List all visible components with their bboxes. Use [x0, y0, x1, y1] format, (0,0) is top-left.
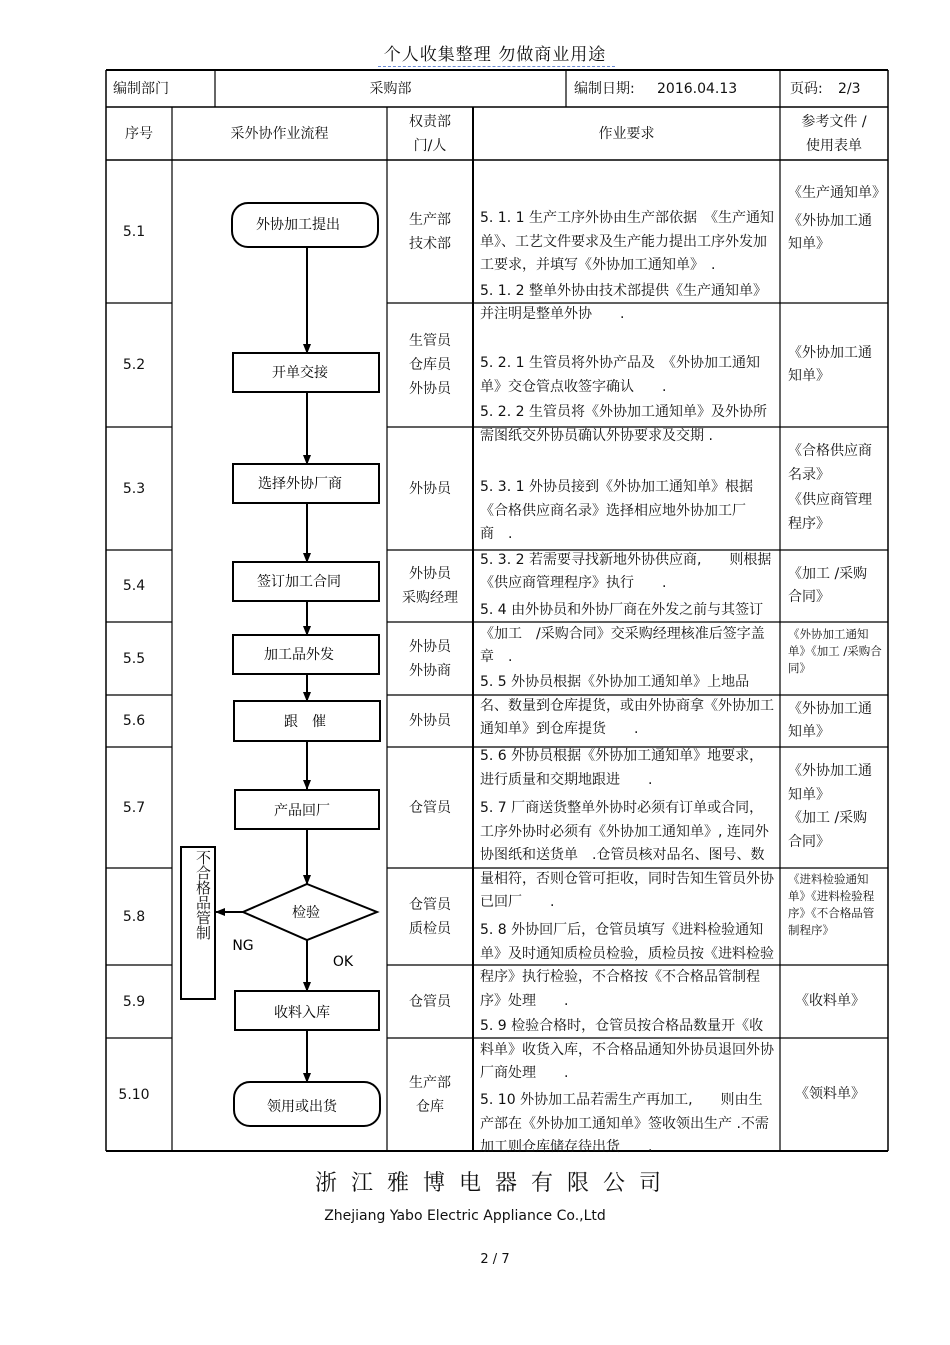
dept-value: 采购部 [369, 80, 412, 97]
row-resp: 仓管员 [409, 799, 451, 816]
row-resp: 外协员 [409, 713, 451, 729]
page-value: 2/3 [838, 80, 861, 97]
dept-label: 编制部门 [113, 80, 169, 97]
col-header-flow: 采外协作业流程 [230, 125, 329, 142]
row-requirement: 5. 9 检验合格时，仓管员按合格品数量开《收料单》收货入库，不合格品通知外协员退回外协厂商处理 . [480, 1018, 774, 1081]
row-reference: 《合格供应商名录》 《供应商管理程序》 [788, 443, 872, 532]
flow-step-label: 加工品外发 [264, 647, 334, 663]
row-no: 5.9 [122, 993, 146, 1010]
row-resp: 仓管员 [409, 993, 451, 1010]
company-name-en: Zhejiang Yabo Electric Appliance Co.,Ltd [324, 1208, 606, 1224]
row-resp: 生产部 仓库 [409, 1074, 451, 1115]
row-requirement: 5. 6 外协员根据《外协加工通知单》地要求，进行质量和交期地跟进 . [480, 748, 764, 788]
row-reference: 《加工 /采购合同》 [788, 565, 868, 605]
col-header-req: 作业要求 [598, 125, 655, 142]
row-no: 5.8 [122, 908, 146, 925]
row-requirement: 5. 5 外协员根据《外协加工通知单》上地品名、数量到仓库提货，或由外协商拿《外协加工通知单》到仓库提货 . [480, 674, 774, 737]
flow-after-label: 收料入库 [274, 1005, 330, 1021]
page-number: 2 / 7 [480, 1252, 510, 1267]
col-header-resp: 权责部 门/人 [409, 113, 451, 154]
flow-start-label: 外协加工提出 [256, 217, 340, 233]
flow-step-label: 跟 催 [284, 714, 326, 730]
row-resp: 外协员 采购经理 [402, 566, 458, 606]
row-no: 5.5 [122, 650, 146, 667]
row-resp: 生产部 技术部 [409, 211, 451, 252]
ok-label: OK [332, 954, 354, 970]
row-reference: 《收料单》 [795, 992, 865, 1009]
company-name-cn: 浙江雅博电器有限公司 [314, 1171, 675, 1196]
reject-box-label: 不合格品管制 [194, 850, 212, 940]
header-note: 个人收集整理 勿做商业用途 [383, 45, 607, 65]
date-value: 2016.04.13 [657, 80, 738, 97]
row-requirement: 5. 10 外协加工品若需生产再加工, 则由生产部在《外协加工通知单》签收领出生产 .不需加工则仓库储存待出货 . [480, 1092, 769, 1155]
row-reference: 《外协加工通知单》 [788, 344, 872, 384]
row-requirement: 5. 7 厂商送货整单外协时必须有订单或合同，工序外协时必须有《外协加工通知单》, 连同外协图纸和送货单 .仓管员核对品名、图号、数量相符，否则仓管可拒收，同时告知生管员外协已回厂 . [480, 800, 774, 910]
row-requirement: 5. 4 由外协员和外协厂商在外发之前与其签订《加工 /采购合同》交采购经理核准后签字盖章 . [480, 602, 765, 665]
col-header-ref: 参考文件 / 使用表单 [801, 113, 867, 154]
row-resp: 仓管员 质检员 [409, 896, 451, 937]
date-label: 编制日期: [574, 80, 635, 97]
row-no: 5.6 [122, 713, 146, 729]
row-no: 5.4 [122, 578, 146, 594]
col-header-no: 序号 [125, 125, 153, 142]
ng-label: NG [232, 938, 254, 954]
row-resp: 生管员 仓库员 外协员 [409, 333, 451, 397]
row-no: 5.7 [122, 799, 146, 816]
flow-step-label: 选择外协厂商 [258, 476, 342, 492]
flow-end-label: 领用或出货 [267, 1099, 337, 1115]
flow-step-label: 开单交接 [272, 365, 328, 381]
row-reference: 《外协加工通知单》 [788, 700, 872, 740]
page-label: 页码: [790, 80, 823, 97]
row-no: 5.2 [122, 357, 146, 373]
row-reference: 《进料检验通知单》《进料检验程序》《不合格品管制程序》 [788, 872, 875, 937]
row-requirement: 5. 8 外协回厂后，仓管员填写《进料检验通知单》及时通知质检员检验，质检员按《进料检验程序》执行检验，不合格按《不合格品管制程序》处理 . [480, 922, 774, 1009]
row-requirement: 5. 2. 1 生管员将外协产品及 《外协加工通知单》交仓管点收签字确认 . 5. 2. 2 生管员将《外协加工通知单》及外协所需图纸交外协员确认外协要求及交期 . [480, 355, 767, 444]
row-reference: 《领料单》 [795, 1085, 865, 1102]
row-reference: 《生产通知单》 《外协加工通知单》 [788, 185, 886, 252]
row-reference: 《外协加工通知单》《加工 /采购合同》 [788, 627, 882, 675]
row-requirement: 5. 1. 1 生产工序外协由生产部依据 《生产通知单》、工艺文件要求及生产能力提出工序外发加工要求，并填写《外协加工通知单》 . 5. 1. 2 整单外协由技术部提供《生产通知单》并注明是整单外协 . [480, 210, 774, 322]
flow-decision-label: 检验 [292, 905, 320, 921]
flow-step-label: 产品回厂 [274, 803, 330, 819]
row-no: 5.3 [122, 480, 146, 497]
row-requirement: 5. 3. 1 外协员接到《外协加工通知单》根据《合格供应商名录》选择相应地外协加工厂商 . 5. 3. 2 若需要寻找新地外协供应商, 则根据《供应商管理程序》执行 . [480, 479, 772, 591]
flow-step-label: 签订加工合同 [257, 574, 341, 590]
row-resp: 外协员 外协商 [409, 638, 451, 679]
row-no: 5.1 [122, 223, 146, 240]
row-resp: 外协员 [409, 480, 451, 497]
row-reference: 《外协加工通知单》 《加工 /采购合同》 [788, 763, 872, 850]
row-no: 5.10 [118, 1086, 150, 1103]
